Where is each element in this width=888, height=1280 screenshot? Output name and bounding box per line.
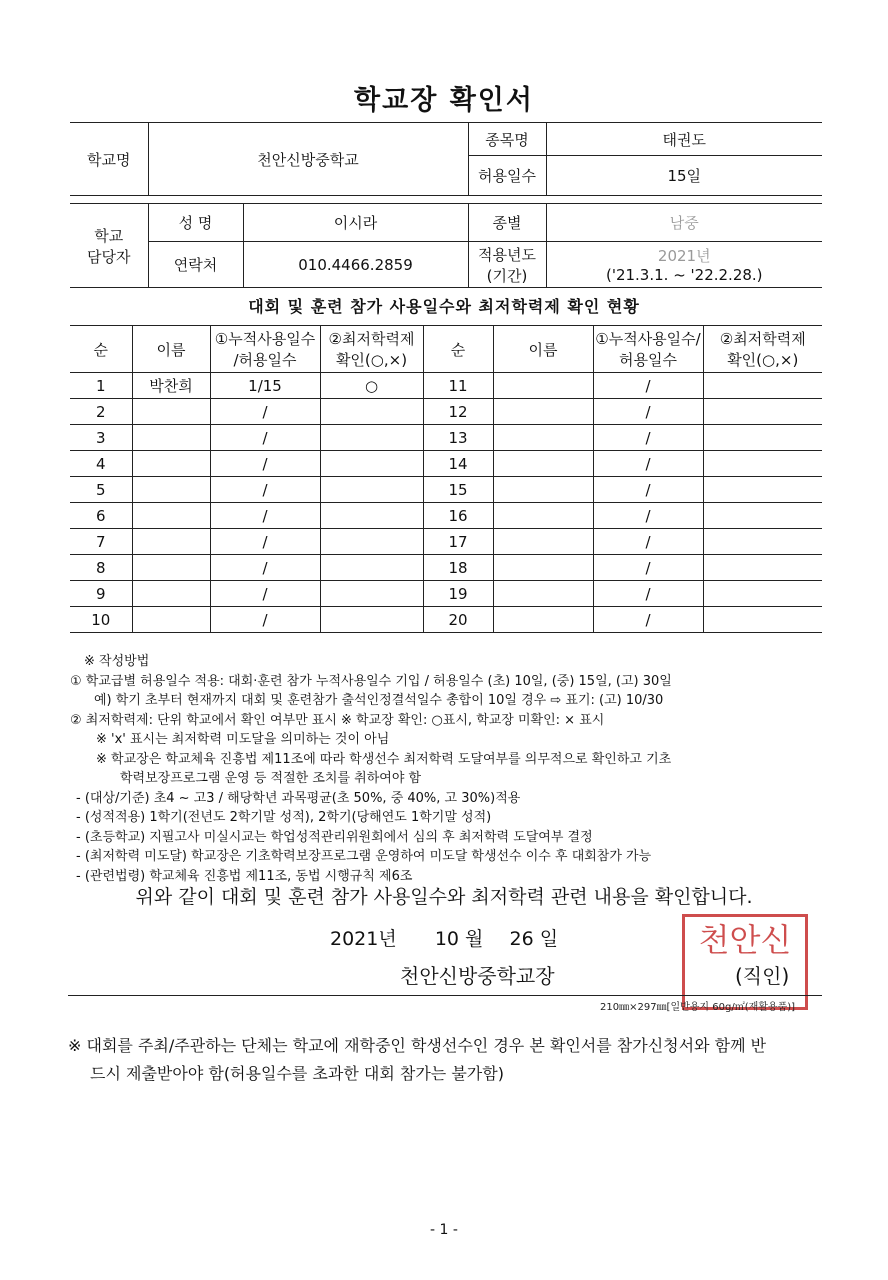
row-no: 4	[70, 451, 132, 477]
row-name	[132, 399, 210, 425]
submission-note-line1: ※ 대회를 주최/주관하는 단체는 학교에 재학중인 학생선수인 경우 본 확인서를 참가신청서와 함께 반	[68, 1036, 767, 1055]
date-day-unit: 일	[539, 928, 559, 950]
header-cum-line2: /허용일수	[233, 351, 297, 369]
days-value: 15일	[546, 156, 822, 196]
row-days: /	[210, 399, 320, 425]
submission-note-line2: 드시 제출받아야 함(허용일수를 초과한 대회 참가는 불가함)	[90, 1064, 504, 1083]
row-name	[493, 581, 593, 607]
row-name	[493, 503, 593, 529]
row-name	[132, 477, 210, 503]
paper-spec: 210㎜×297㎜[일반용지 60g/㎡(재활용품)]	[600, 1002, 796, 1013]
row-name	[132, 555, 210, 581]
row-check	[703, 529, 822, 555]
note-line: ① 학교급별 허용일수 적용: 대회·훈련 참가 누적사용일수 기입 / 허용일수 (초) 10일, (중) 15일, (고) 30일	[70, 673, 672, 689]
table-row	[70, 373, 822, 399]
row-days: 1/15	[210, 373, 320, 399]
row-days: /	[593, 503, 703, 529]
name-value: 이시라	[243, 204, 468, 242]
instructions	[70, 652, 860, 886]
header-name-right: 이름	[493, 326, 593, 373]
year-label-line2: (기간)	[486, 266, 528, 285]
contact-value: 010.4466.2859	[243, 242, 468, 288]
seal-suffix: (직인)	[735, 964, 790, 988]
row-name	[132, 503, 210, 529]
row-name	[493, 529, 593, 555]
row-days: /	[593, 581, 703, 607]
table-row	[70, 607, 822, 633]
gender-value: 남중	[546, 204, 822, 242]
row-days: /	[210, 581, 320, 607]
note-line: - (관련법령) 학교체육 진흥법 제11조, 동법 시행규칙 제6조	[76, 868, 413, 884]
row-days: /	[593, 451, 703, 477]
table-row	[70, 399, 822, 425]
row-no: 17	[423, 529, 493, 555]
issue-date	[330, 924, 558, 951]
document-title: 학교장 확인서	[354, 85, 534, 116]
header-no-right: 순	[423, 326, 493, 373]
row-check	[703, 399, 822, 425]
page-number: - 1 -	[430, 1222, 458, 1238]
row-days: /	[210, 529, 320, 555]
row-days: /	[210, 503, 320, 529]
table-row	[70, 503, 822, 529]
row-no: 16	[423, 503, 493, 529]
note-line: - (성적적용) 1학기(전년도 2학기말 성적), 2학기(당해연도 1학기말 성적)	[76, 810, 492, 825]
row-no: 7	[70, 529, 132, 555]
note-line: 예) 학기 초부터 현재까지 대회 및 훈련참가 출석인정결석일수 총합이 10일 경우 ⇨ 표기: (고) 10/30	[94, 693, 664, 708]
row-name	[493, 425, 593, 451]
table-row	[70, 529, 822, 555]
table-row	[70, 581, 822, 607]
name-label: 성 명	[148, 204, 243, 242]
row-no: 5	[70, 477, 132, 503]
row-days: /	[593, 529, 703, 555]
row-check	[703, 373, 822, 399]
row-no: 1	[70, 373, 132, 399]
row-check	[320, 529, 423, 555]
row-days: /	[593, 399, 703, 425]
row-no: 2	[70, 399, 132, 425]
header-min-line1: ②최저학력제	[328, 330, 415, 348]
note-line: ※ 학교장은 학교체육 진흥법 제11조에 따라 학생선수 최저학력 도달여부를 의무적으로 확인하고 기초	[96, 751, 672, 767]
row-name: 박찬희	[132, 373, 210, 399]
row-check	[703, 581, 822, 607]
row-check	[703, 607, 822, 633]
header-cum-line1: ①누적사용일수	[214, 330, 316, 348]
year-label-line1: 적용년도	[478, 245, 536, 264]
note-line: - (초등학교) 지필고사 미실시교는 학업성적관리위원회에서 심의 후 최저학력 도달여부 결정	[76, 829, 593, 845]
table-row	[70, 451, 822, 477]
days-label: 허용일수	[468, 156, 546, 196]
row-no: 13	[423, 425, 493, 451]
note-line: - (최저학력 미도달) 학교장은 기초학력보장프로그램 운영하여 미도달 학생선수 이수 후 대회참가 가능	[76, 849, 652, 864]
school-label: 학교명	[70, 123, 148, 196]
row-check	[703, 425, 822, 451]
table-row	[70, 555, 822, 581]
row-no: 6	[70, 503, 132, 529]
row-name	[132, 425, 210, 451]
header-min-r-line1: ②최저학력제	[719, 330, 806, 348]
row-no: 12	[423, 399, 493, 425]
row-check	[703, 555, 822, 581]
row-name	[132, 607, 210, 633]
note-line: 학력보장프로그램 운영 등 적절한 조치를 취하여야 함	[120, 771, 422, 786]
year-value	[546, 242, 822, 288]
date-month-unit: 월	[465, 928, 484, 950]
row-check	[703, 477, 822, 503]
header-minimum	[320, 326, 423, 373]
info-table	[70, 122, 822, 288]
row-no: 15	[423, 477, 493, 503]
participation-table	[70, 325, 822, 633]
header-name: 이름	[132, 326, 210, 373]
divider	[68, 995, 822, 996]
row-name	[493, 451, 593, 477]
event-value: 태권도	[546, 123, 822, 156]
row-check	[320, 555, 423, 581]
row-check	[320, 425, 423, 451]
row-no: 20	[423, 607, 493, 633]
row-no: 11	[423, 373, 493, 399]
row-name	[493, 555, 593, 581]
seal-text: 천안신	[698, 921, 792, 959]
row-check	[703, 451, 822, 477]
row-check	[320, 581, 423, 607]
row-check: ○	[320, 373, 423, 399]
row-check	[320, 477, 423, 503]
row-days: /	[210, 555, 320, 581]
gender-label: 종별	[468, 204, 546, 242]
row-no: 18	[423, 555, 493, 581]
row-no: 9	[70, 581, 132, 607]
note-line: ※ 'x' 표시는 최저학력 미도달을 의미하는 것이 아님	[96, 732, 390, 747]
manager-label-line2: 담당자	[87, 247, 131, 266]
manager-label-line1: 학교	[94, 226, 124, 245]
submission-note	[68, 1032, 838, 1088]
event-label: 종목명	[468, 123, 546, 156]
manager-label	[70, 204, 148, 288]
row-no: 3	[70, 425, 132, 451]
header-cumulative	[210, 326, 320, 373]
row-no: 19	[423, 581, 493, 607]
table-row	[70, 425, 822, 451]
school-name: 천안신방중학교	[148, 123, 468, 196]
row-name	[132, 451, 210, 477]
row-name	[132, 581, 210, 607]
header-minimum-right	[703, 326, 822, 373]
row-no: 14	[423, 451, 493, 477]
header-cumulative-right	[593, 326, 703, 373]
header-min-line2: 확인(○,×)	[335, 351, 408, 369]
year-value-line2: ('21.3.1. ~ '22.2.28.)	[605, 266, 763, 284]
contact-label: 연락처	[148, 242, 243, 288]
row-no: 10	[70, 607, 132, 633]
date-day: 26	[509, 928, 534, 950]
header-cum-r-line2: 허용일수	[619, 351, 677, 369]
header-min-r-line2: 확인(○,×)	[727, 351, 799, 369]
row-days: /	[210, 607, 320, 633]
row-check	[320, 451, 423, 477]
row-check	[703, 503, 822, 529]
row-name	[493, 477, 593, 503]
row-name	[493, 399, 593, 425]
row-days: /	[210, 425, 320, 451]
row-check	[320, 399, 423, 425]
header-no: 순	[70, 326, 132, 373]
principal-name: 천안신방중학교장	[400, 964, 555, 988]
date-year: 2021년	[330, 928, 397, 950]
row-days: /	[210, 477, 320, 503]
row-days: /	[593, 555, 703, 581]
section-title: 대회 및 훈련 참가 사용일수와 최저학력제 확인 현황	[248, 297, 640, 316]
row-days: /	[593, 373, 703, 399]
year-value-line1: 2021년	[657, 247, 711, 265]
row-name	[132, 529, 210, 555]
row-days: /	[593, 607, 703, 633]
row-name	[493, 607, 593, 633]
row-check	[320, 503, 423, 529]
row-no: 8	[70, 555, 132, 581]
confirmation-text: 위와 같이 대회 및 훈련 참가 사용일수와 최저학력 관련 내용을 확인합니다.	[135, 886, 753, 908]
note-line: ② 최저학력제: 단위 학교에서 확인 여부만 표시 ※ 학교장 확인: ○표시, 학교장 미확인: × 표시	[70, 712, 605, 728]
row-name	[493, 373, 593, 399]
year-label	[468, 242, 546, 288]
row-days: /	[593, 425, 703, 451]
table-row	[70, 477, 822, 503]
row-check	[320, 607, 423, 633]
row-days: /	[210, 451, 320, 477]
note-line: ※ 작성방법	[84, 654, 150, 669]
date-month: 10	[434, 928, 459, 950]
header-cum-r-line1: ①누적사용일수/	[595, 330, 701, 348]
note-line: - (대상/기준) 초4 ~ 고3 / 해당학년 과목평균(초 50%, 중 40%, 고 30%)적용	[76, 790, 521, 806]
row-days: /	[593, 477, 703, 503]
